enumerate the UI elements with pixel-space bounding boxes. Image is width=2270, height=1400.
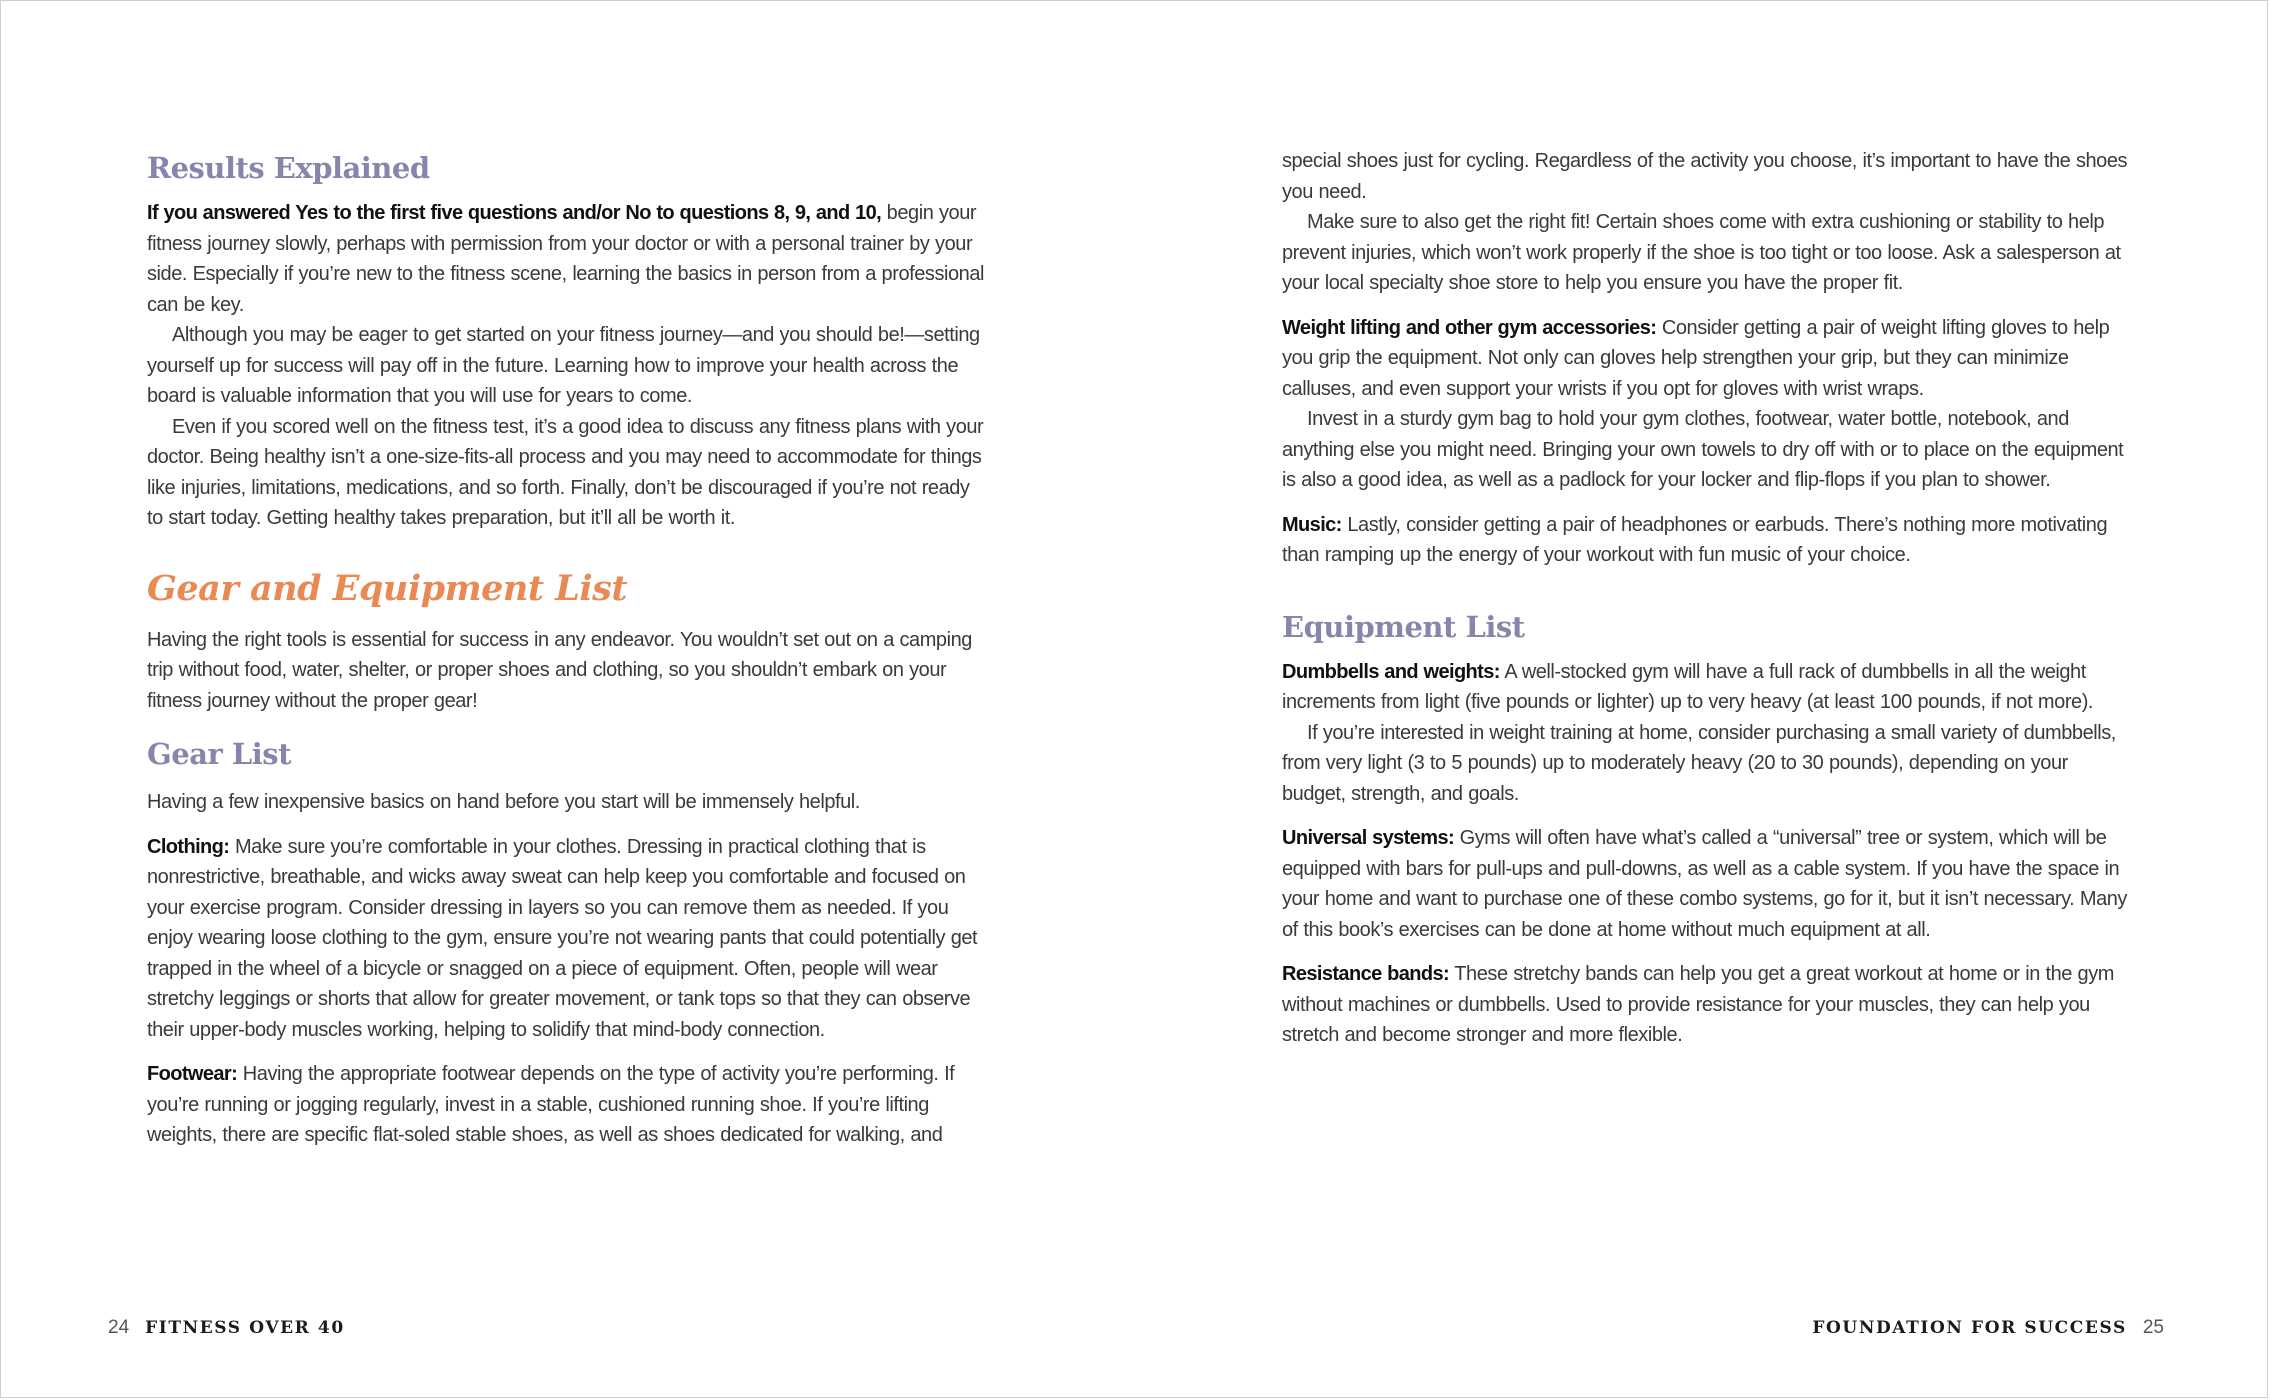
music-text: Lastly, consider getting a pair of headphones or earbuds. There’s nothing more motivating than ramping up the energy of your workout with fun music of your choice. — [1282, 513, 2108, 566]
gear-equipment-intro: Having the right tools is essential for success in any endeavor. You wouldn’t set out on a camping trip without food, water, shelter, or proper shoes and clothing, so you shouldn’t embark on your fitness journey without the proper gear! — [147, 628, 972, 712]
right-page-footer — [1812, 1314, 2164, 1341]
clothing-label: Clothing: — [147, 835, 230, 858]
gear-list-heading: Gear List — [147, 737, 292, 771]
dumbbells-paragraph — [1282, 657, 2132, 718]
left-text-column — [147, 146, 987, 1151]
results-paragraph-3: Even if you scored well on the fitness test, it’s a good idea to discuss any fitness plans with your doctor. Being healthy isn’t a one-size-fits-all process and you may need to accommodate for things like injuries, limitations, medications, and so forth. Finally, don’t be discouraged if you’re not ready to start today. Getting healthy takes preparation, but it’ll all be worth it. — [147, 415, 984, 529]
gear-list-intro: Having a few inexpensive basics on hand before you start will be immensely helpful. — [147, 791, 860, 813]
right-page — [1135, 0, 2270, 1400]
footwear-text: Having the appropriate footwear depends on the type of activity you’re performing. If you’re running or jogging regularly, invest in a stable, cushioned running shoe. If you’re lifting weights, there are specific flat-soled stable shoes, as well as shoes dedicated for walking, and — [147, 1063, 955, 1146]
music-paragraph — [1282, 510, 2132, 571]
left-page-footer — [108, 1314, 345, 1341]
gym-bag-paragraph: Invest in a sturdy gym bag to hold your gym clothes, footwear, water bottle, notebook, and anything else you might need. Bringing your own towels to dry off with or to place on the equipment is also a good idea, as well as a padlock for your locker and flip-flops if you plan to shower. — [1282, 408, 2124, 491]
left-running-head: FITNESS OVER 40 — [145, 1318, 345, 1338]
right-text-column — [1282, 146, 2132, 1051]
results-condition-bold: If you answered Yes to the first five questions and/or No to questions 8, 9, and 10, — [147, 202, 882, 224]
results-explained-heading: Results Explained — [147, 151, 430, 185]
footwear-continued-paragraph: special shoes just for cycling. Regardless of the activity you choose, it’s important to have the shoes you need. — [1282, 150, 2128, 203]
resistance-bands-paragraph — [1282, 959, 2132, 1051]
results-paragraph-2: Although you may be eager to get started on your fitness journey—and you should be!—setting yourself up for success will pay off in the future. Learning how to improve your health across the board is valuable information that you will use for years to come. — [147, 324, 980, 407]
left-page-number: 24 — [108, 1317, 130, 1338]
clothing-paragraph — [147, 832, 987, 1046]
home-weights-paragraph: If you’re interested in weight training at home, consider purchasing a small variety of dumbbells, from very light (3 to 5 pounds) up to moderately heavy (20 to 30 pounds), depending on your budget, strength, and goals. — [1282, 721, 2116, 805]
music-label: Music: — [1282, 513, 1342, 536]
clothing-text: Make sure you’re comfortable in your clothes. Dressing in practical clothing that is nonrestrictive, breathable, and wicks away sweat can help keep you comfortable and focused on your exercise program. Consider dressing in layers so you can remove them as needed. If you enjoy wearing loose clothing to the gym, ensure you’re not wearing pants that could potentially get trapped in the wheel of a bicycle or snagged on a piece of equipment. Often, people will wear stretchy leggings or shorts that allow for greater movement, or tank tops so that they can observe their upper-body muscles working, helping to solidify that mind-body connection. — [147, 835, 978, 1041]
shoe-fit-paragraph: Make sure to also get the right fit! Certain shoes come with extra cushioning or stability to help prevent injuries, which won’t work properly if the shoe is too tight or too loose. Ask a salesperson at your local specialty shoe store to help you ensure you have the proper fit. — [1282, 211, 2121, 294]
right-page-number: 25 — [2142, 1317, 2164, 1338]
resistance-bands-text: These stretchy bands can help you get a great workout at home or in the gym without machines or dumbbells. Used to provide resistance for your muscles, they can help you stretch and become stronger and more flexible. — [1282, 963, 2114, 1046]
dumbbells-label: Dumbbells and weights: — [1282, 660, 1500, 683]
universal-systems-paragraph — [1282, 823, 2132, 945]
resistance-bands-label: Resistance bands: — [1282, 963, 1450, 985]
weight-lifting-paragraph — [1282, 313, 2132, 405]
weight-lifting-label: Weight lifting and other gym accessories: — [1282, 316, 1657, 339]
universal-systems-text: Gyms will often have what’s called a “universal” tree or system, which will be equipped with bars for pull-ups and pull-downs, as well as a cable system. If you have the space in your home and want to purchase one of these combo systems, go for it, but it isn’t necessary. Many of this book’s exercises can be done at home without much equipment at all. — [1282, 827, 2127, 941]
footwear-label: Footwear: — [147, 1063, 238, 1085]
equipment-list-heading: Equipment List — [1282, 609, 1525, 644]
results-paragraph-1 — [147, 198, 987, 320]
right-running-head: FOUNDATION FOR SUCCESS — [1812, 1318, 2127, 1338]
weight-lifting-text: Consider getting a pair of weight lifting gloves to help you grip the equipment. Not only can gloves help strengthen your grip, but they can minimize calluses, and even support your wrists if you opt for gloves with wrist wraps. — [1282, 316, 2110, 400]
dumbbells-text: A well-stocked gym will have a full rack of dumbbells in all the weight increments from light (five pounds or lighter) up to very heavy (at least 100 pounds, if not more). — [1282, 660, 2094, 713]
gear-and-equipment-heading: Gear and Equipment List — [147, 567, 627, 609]
universal-systems-label: Universal systems: — [1282, 827, 1455, 849]
results-paragraph-1-text: begin your fitness journey slowly, perhaps with permission from your doctor or with a personal trainer by your side. Especially if you’re new to the fitness scene, learning the basics in person from a professional can be key. — [147, 202, 985, 316]
footwear-paragraph — [147, 1059, 987, 1151]
